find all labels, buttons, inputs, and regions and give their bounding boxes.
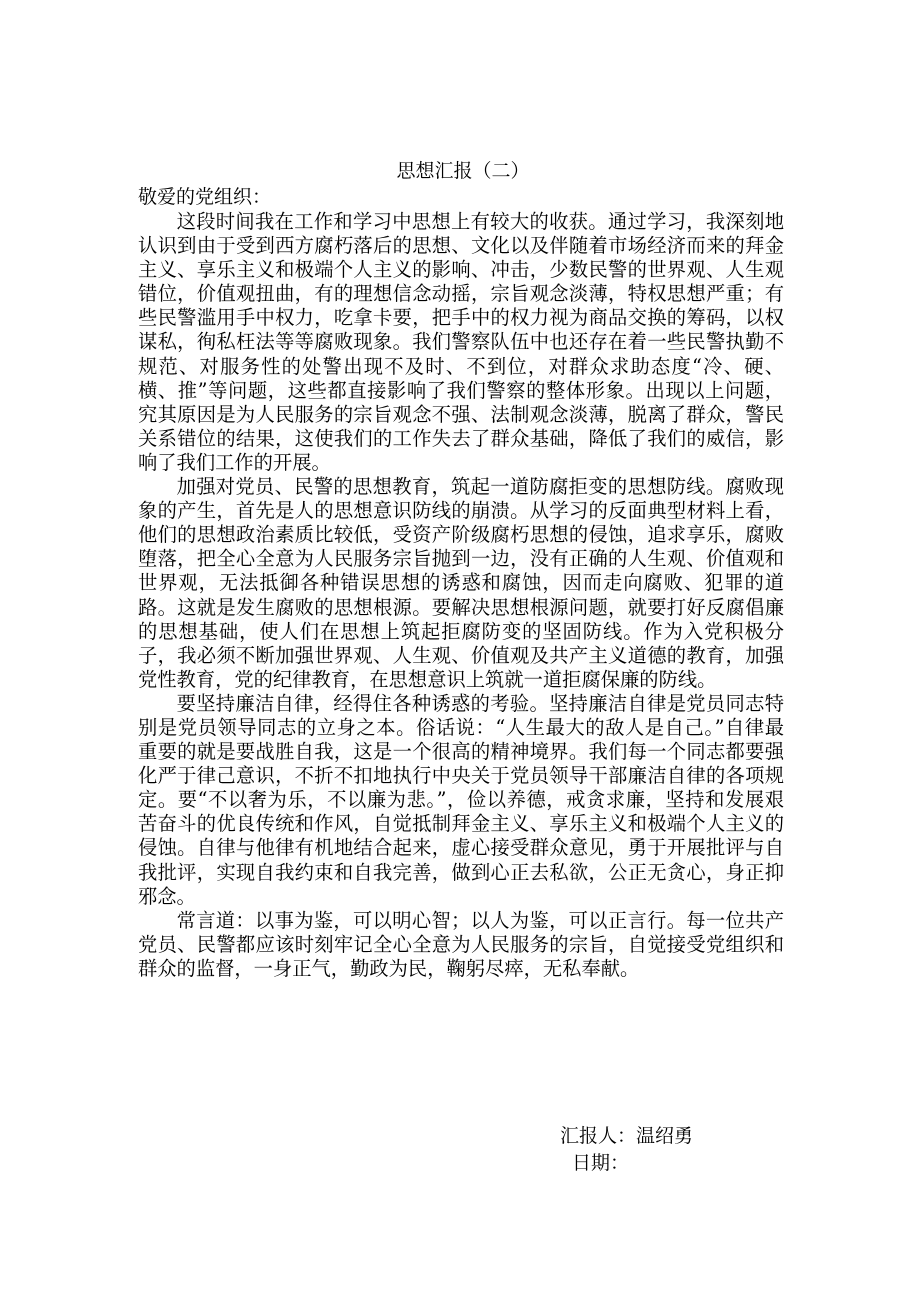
document-title: 思想汇报（二）: [396, 160, 530, 182]
salutation: 敬爱的党组织：: [138, 186, 272, 208]
reporter-line: 汇报人：温绍勇: [560, 1125, 694, 1147]
paragraph-1: 这段时间我在工作和学习中思想上有较大的收获。通过学习，我深刻地认识到由于受到西方腐朽落后的思想、文化以及伴随着市场经济而来的拜金主义、享乐主义和极端个人主义的影响、冲击，少数民警的世界观、人生观错位，价值观扭曲，有的理想信念动摇，宗旨观念淡薄，特权思想严重；有些民警滥用手中权力，吃拿卡要，把手中的权力视为商品交换的筹码，以权谋私，徇私枉法等等腐败现象。我们警察队伍中也还存在着一些民警执勤不规范、对服务性的处警出现不及时、不到位，对群众求助态度“冷、硬、横、推”等问题，这些都直接影响了我们警察的整体形象。出现以上问题，究其原因是为人民服务的宗旨观念不强、法制观念淡薄，脱离了群众，警民关系错位的结果，这使我们的工作失去了群众基础，降低了我们的威信，影响了我们工作的开展。: [138, 210, 784, 474]
paragraph-3: 要坚持廉洁自律，经得住各种诱惑的考验。坚持廉洁自律是党员同志特别是党员领导同志的立身之本。俗话说：“人生最大的敌人是自己。”自律最重要的就是要战胜自我，这是一个很高的精神境界。我们每一个同志都要强化严于律己意识，不折不扣地执行中央关于党员领导干部廉洁自律的各项规定。要“不以奢为乐，不以廉为悲。”，俭以养德，戒贪求廉，坚持和发展艰苦奋斗的优良传统和作风，自觉抵制拜金主义、享乐主义和极端个人主义的侵蚀。自律与他律有机地结合起来，虚心接受群众意见，勇于开展批评与自我批评，实现自我约束和自我完善，做到心正去私欲，公正无贪心，身正抑邪念。: [138, 691, 784, 908]
document-body: [138, 158, 784, 981]
paragraph-4: 常言道：以事为鉴，可以明心智；以人为鉴，可以正言行。每一位共产党员、民警都应该时刻牢记全心全意为人民服务的宗旨，自觉接受党组织和群众的监督，一身正气，勤政为民，鞠躬尽瘁，无私奉献。: [138, 908, 784, 980]
date-line: 日期：: [572, 1152, 630, 1174]
signature-block: [560, 1123, 693, 1177]
paragraph-2: 加强对党员、民警的思想教育，筑起一道防腐拒变的思想防线。腐败现象的产生，首先是人的思想意识防线的崩溃。从学习的反面典型材料上看，他们的思想政治素质比较低，受资产阶级腐朽思想的侵蚀，追求享乐，腐败堕落，把全心全意为人民服务宗旨抛到一边，没有正确的人生观、价值观和世界观，无法抵御各种错误思想的诱惑和腐蚀，因而走向腐败、犯罪的道路。这就是发生腐败的思想根源。要解决思想根源问题，就要打好反腐倡廉的思想基础，使人们在思想上筑起拒腐防变的坚固防线。作为入党积极分子，我必须不断加强世界观、人生观、价值观及共产主义道德的教育，加强党性教育，党的纪律教育，在思想意识上筑就一道拒腐保廉的防线。: [138, 475, 784, 691]
